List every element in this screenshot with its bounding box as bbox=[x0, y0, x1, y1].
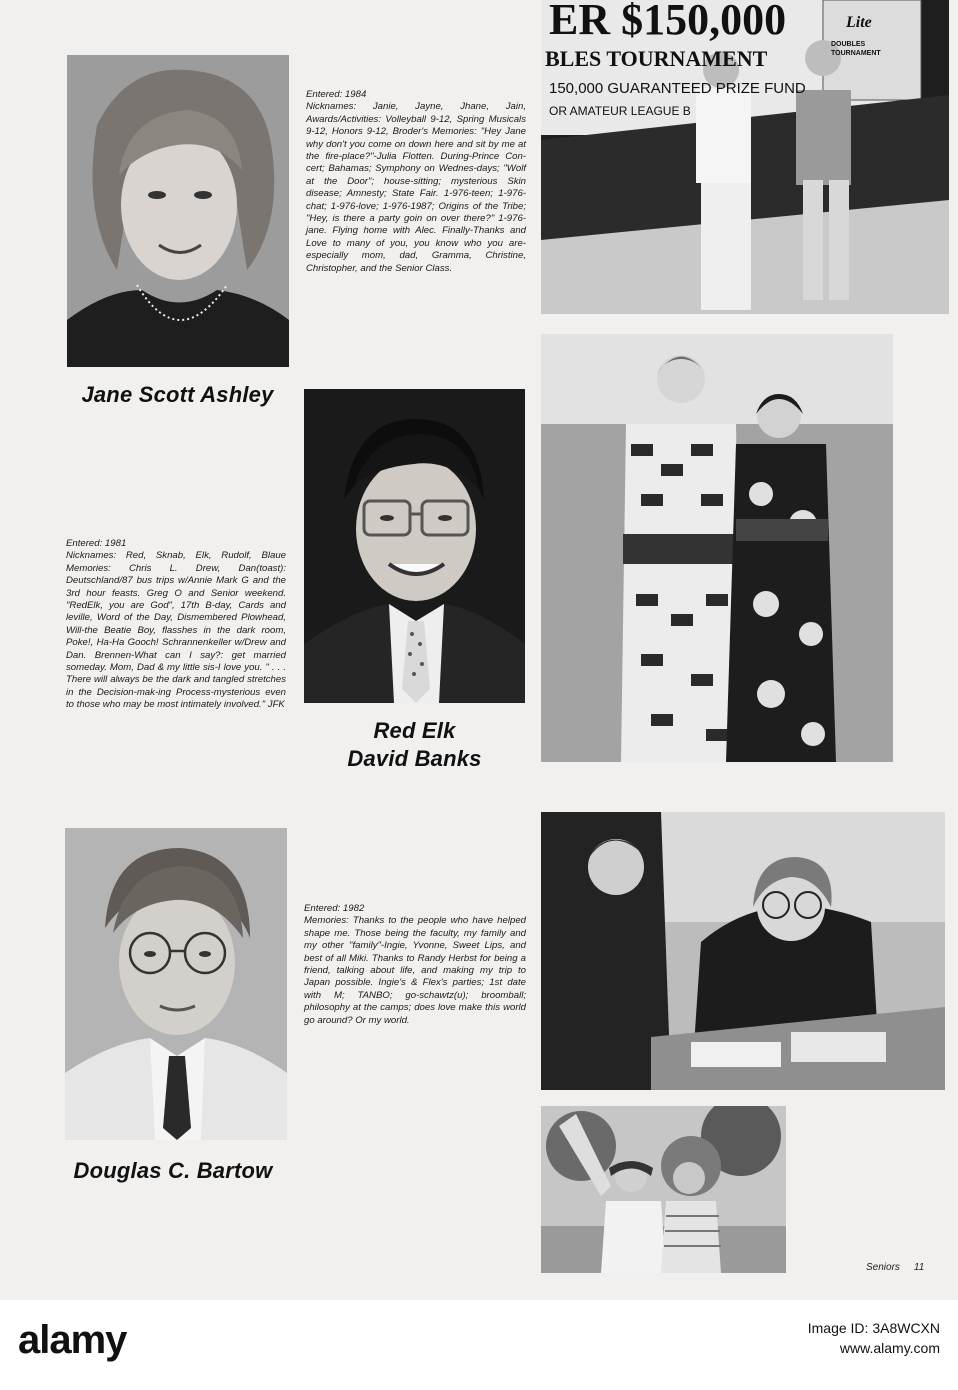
bio-text: Memories: Thanks to the people who have helped shape me. Those being the faculty, my family and my other "family"-Ingie, Yvonne, Sweet Lips, and best of all Miki. Thanks to Randy Herbst for being a friend, talking about life, and making my trip to Japan possible. Ingie's & Flex's parties; 1st date with M; TANBO; go-schawtz(u); broomball; philosophy at the camps; does love make this world go around? Or my world. bbox=[304, 915, 526, 1026]
page-footer bbox=[866, 1262, 924, 1273]
bio-entered: Entered: 1984 bbox=[306, 89, 367, 100]
bio-text: Nicknames: Janie, Jayne, Jhane, Jain, Awards/Activities: Volleyball 9-12, Spring Musicals 9-12, Honors 9-12, Broder's Memories: "Hey Jane why don't you come on down here and sit by me at the fire-place?"-Julia Flotten. During-Prince Con-cert; Bahamas; Symphony on Wednes-days; "Wolf at the Door"; house-sitting; mysterious Skin disease; Amnesty; State Fair. 1-976-teen; 1-976-chat; 1-976-love; 1-976-1987; Origins of the Tribe; "Hey, is there a party goin on over there?" 1-976-jane. Flying home with Alec. Finally-Thanks and Love to many of you, you know who you are-especially mom, dad, Gramma, Christine, Christopher, and the Senior Class. bbox=[306, 101, 526, 274]
banner-sign-subtitle: DOUBLES TOURNAMENT bbox=[831, 41, 881, 57]
candid-photo-outdoors bbox=[541, 1106, 786, 1273]
bio-entered: Entered: 1981 bbox=[66, 538, 127, 549]
candid-photo-kimono bbox=[541, 334, 893, 762]
student-bio-banks bbox=[66, 538, 286, 712]
student-name-text: Red Elk David Banks bbox=[347, 718, 482, 771]
student-bio-bartow bbox=[304, 903, 526, 1027]
watermark-info bbox=[808, 1318, 940, 1358]
portrait-jane-illustration bbox=[67, 55, 289, 367]
portrait-douglas-c-bartow bbox=[65, 828, 287, 1140]
banner-league-text: OR AMATEUR LEAGUE B bbox=[549, 104, 691, 118]
bio-text: Nicknames: Red, Sknab, Elk, Rudolf, Blaue Memories: Chris L. Drew, Dan(toast): Deutschland/87 bus trips w/Annie Mark G and the 3rd hour feasts. Greg O and Senior weekend. "RedElk, you are God", 17th B-day, Cards and leville, Word of the Day, Dismembered Plowhead, Will-the Beatie Boy, flasshes in the dark room, Poke!, Ha-Ha Gooch! Schrannenkeller w/Drew and Dan. Brennen-What can I say?: get married someday. Mom, Dad & my little sis-I love you. " . . . There will always be the dark and tangled stretches in the Decision-mak-ing Process-mysterious even to those who may be most intimately involved." JFK bbox=[66, 550, 286, 711]
banner-prize-heading: ER $150,000 bbox=[549, 0, 787, 44]
banner-prize-fund: 150,000 GUARANTEED PRIZE FUND bbox=[549, 80, 806, 97]
watermark-site: www.alamy.com bbox=[839, 1340, 940, 1356]
student-name: Jane Scott Ashley bbox=[81, 382, 274, 407]
kimono-scene-illustration bbox=[541, 334, 893, 762]
watermark-logo: alamy bbox=[18, 1318, 127, 1362]
candid-photo-tournament bbox=[541, 0, 949, 314]
student-bio-jane bbox=[306, 89, 526, 275]
bio-entered: Entered: 1982 bbox=[304, 903, 365, 914]
banner-sign-logo: Lite bbox=[846, 14, 872, 31]
portrait-bartow-illustration bbox=[65, 828, 287, 1140]
portrait-jane-scott-ashley bbox=[67, 55, 289, 367]
student-name: Douglas C. Bartow bbox=[73, 1158, 273, 1183]
portrait-banks-illustration bbox=[304, 389, 525, 703]
page-number: 11 bbox=[913, 1262, 925, 1273]
student-name bbox=[304, 717, 525, 773]
classroom-scene-illustration bbox=[541, 812, 945, 1090]
outdoors-scene-illustration bbox=[541, 1106, 786, 1273]
banner-tournament-title: BLES TOURNAMENT bbox=[545, 46, 768, 71]
watermark-image-id: Image ID: 3A8WCXN bbox=[807, 1320, 940, 1336]
section-label: Seniors bbox=[866, 1262, 900, 1273]
candid-photo-classroom bbox=[541, 812, 945, 1090]
portrait-red-elk-david-banks bbox=[304, 389, 525, 703]
